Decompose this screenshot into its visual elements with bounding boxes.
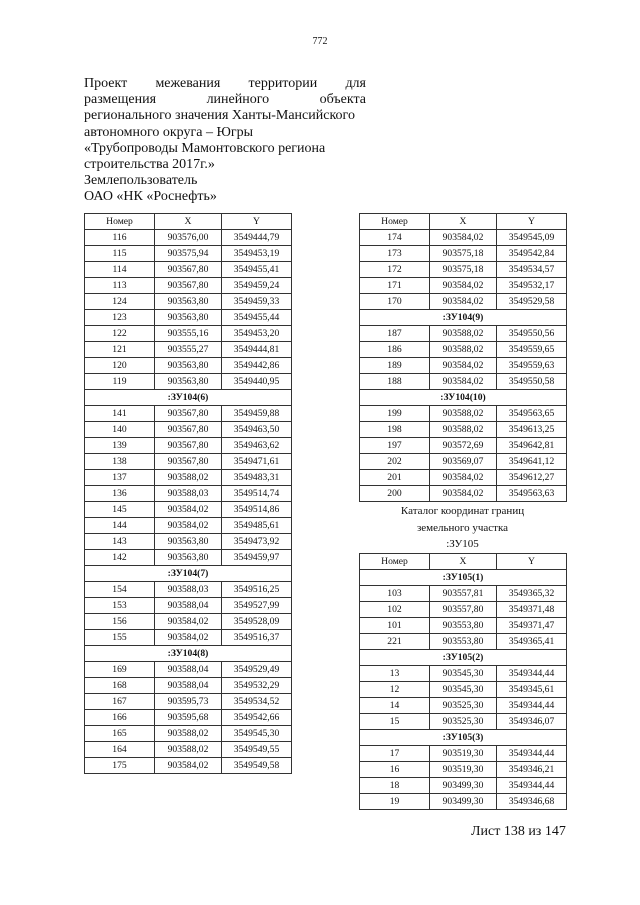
- x-coordinate: 903588,04: [155, 598, 222, 614]
- header-number: Номер: [85, 214, 155, 230]
- table-row: [360, 762, 567, 778]
- header-y: Y: [497, 554, 567, 570]
- point-number: 201: [360, 470, 430, 486]
- table-row: [360, 358, 567, 374]
- point-number: 15: [360, 714, 430, 730]
- table-row: [360, 666, 567, 682]
- x-coordinate: 903584,02: [155, 758, 222, 774]
- x-coordinate: 903588,02: [430, 406, 497, 422]
- point-number: 142: [85, 550, 155, 566]
- table-row: [85, 502, 292, 518]
- table-row: [360, 326, 567, 342]
- y-coordinate: 3549459,88: [222, 406, 292, 422]
- x-coordinate: 903519,30: [430, 746, 497, 762]
- point-number: 154: [85, 582, 155, 598]
- y-coordinate: 3549559,65: [497, 342, 567, 358]
- header-number: Номер: [360, 214, 430, 230]
- point-number: 139: [85, 438, 155, 454]
- catalog-caption-line-3: :ЗУ105: [446, 538, 479, 550]
- title-line-8: ОАО «НК «Роснефть»: [84, 189, 217, 205]
- y-coordinate: 3549563,65: [497, 406, 567, 422]
- table-row: [85, 726, 292, 742]
- y-coordinate: 3549642,81: [497, 438, 567, 454]
- point-number: 202: [360, 454, 430, 470]
- table-row: [85, 310, 292, 326]
- y-coordinate: 3549459,33: [222, 294, 292, 310]
- x-coordinate: 903557,81: [430, 586, 497, 602]
- group-row: [360, 650, 567, 666]
- point-number: 164: [85, 742, 155, 758]
- y-coordinate: 3549344,44: [497, 778, 567, 794]
- y-coordinate: 3549444,79: [222, 230, 292, 246]
- table-header-row: [85, 214, 292, 230]
- x-coordinate: 903569,07: [430, 454, 497, 470]
- point-number: 156: [85, 614, 155, 630]
- point-number: 174: [360, 230, 430, 246]
- table-row: [360, 698, 567, 714]
- x-coordinate: 903588,04: [155, 678, 222, 694]
- header-y: Y: [222, 214, 292, 230]
- table-row: [85, 742, 292, 758]
- x-coordinate: 903563,80: [155, 374, 222, 390]
- table-row: [85, 358, 292, 374]
- y-coordinate: 3549344,44: [497, 698, 567, 714]
- title-line-1: [84, 76, 366, 92]
- x-coordinate: 903545,30: [430, 682, 497, 698]
- x-coordinate: 903563,80: [155, 310, 222, 326]
- y-coordinate: 3549444,81: [222, 342, 292, 358]
- y-coordinate: 3549365,32: [497, 586, 567, 602]
- point-number: 14: [360, 698, 430, 714]
- group-row: [85, 390, 292, 406]
- point-number: 122: [85, 326, 155, 342]
- x-coordinate: 903584,02: [155, 630, 222, 646]
- y-coordinate: 3549346,07: [497, 714, 567, 730]
- point-number: 165: [85, 726, 155, 742]
- point-number: 189: [360, 358, 430, 374]
- point-number: 199: [360, 406, 430, 422]
- title-word: размещения: [84, 92, 157, 108]
- title-word: Проект: [84, 76, 128, 91]
- x-coordinate: 903584,02: [430, 486, 497, 502]
- table-row: [360, 374, 567, 390]
- y-coordinate: 3549542,66: [222, 710, 292, 726]
- y-coordinate: 3549613,25: [497, 422, 567, 438]
- point-number: 115: [85, 246, 155, 262]
- group-row: [360, 310, 567, 326]
- point-number: 140: [85, 422, 155, 438]
- y-coordinate: 3549346,68: [497, 794, 567, 810]
- x-coordinate: 903595,73: [155, 694, 222, 710]
- x-coordinate: 903584,02: [430, 278, 497, 294]
- x-coordinate: 903588,03: [155, 582, 222, 598]
- table-row: [360, 794, 567, 810]
- group-label: :ЗУ105(1): [360, 570, 567, 586]
- table-row: [85, 406, 292, 422]
- x-coordinate: 903555,27: [155, 342, 222, 358]
- y-coordinate: 3549459,97: [222, 550, 292, 566]
- table-row: [360, 406, 567, 422]
- x-coordinate: 903567,80: [155, 406, 222, 422]
- y-coordinate: 3549440,95: [222, 374, 292, 390]
- x-coordinate: 903588,02: [430, 326, 497, 342]
- point-number: 19: [360, 794, 430, 810]
- y-coordinate: 3549442,86: [222, 358, 292, 374]
- y-coordinate: 3549371,47: [497, 618, 567, 634]
- point-number: 173: [360, 246, 430, 262]
- point-number: 141: [85, 406, 155, 422]
- document-title: [84, 76, 366, 206]
- table-row: [85, 246, 292, 262]
- x-coordinate: 903567,80: [155, 262, 222, 278]
- point-number: 170: [360, 294, 430, 310]
- title-line-5: «Трубопроводы Мамонтовского региона: [84, 140, 326, 156]
- point-number: 168: [85, 678, 155, 694]
- x-coordinate: 903584,02: [155, 614, 222, 630]
- x-coordinate: 903563,80: [155, 358, 222, 374]
- y-coordinate: 3549459,24: [222, 278, 292, 294]
- point-number: 121: [85, 342, 155, 358]
- point-number: 187: [360, 326, 430, 342]
- table-row: [360, 470, 567, 486]
- x-coordinate: 903519,30: [430, 762, 497, 778]
- y-coordinate: 3549516,37: [222, 630, 292, 646]
- group-label: :ЗУ104(10): [360, 390, 567, 406]
- header-x: X: [430, 214, 497, 230]
- x-coordinate: 903525,30: [430, 698, 497, 714]
- point-number: 145: [85, 502, 155, 518]
- table-row: [360, 682, 567, 698]
- page-number: 772: [312, 36, 328, 47]
- y-coordinate: 3549514,74: [222, 486, 292, 502]
- point-number: 186: [360, 342, 430, 358]
- y-coordinate: 3549550,58: [497, 374, 567, 390]
- table-row: [85, 422, 292, 438]
- x-coordinate: 903499,30: [430, 794, 497, 810]
- point-number: 114: [85, 262, 155, 278]
- catalog-caption-line-2: земельного участка: [416, 521, 509, 534]
- point-number: 116: [85, 230, 155, 246]
- table-row: [360, 486, 567, 502]
- table-row: [85, 294, 292, 310]
- x-coordinate: 903584,02: [430, 230, 497, 246]
- header-number: Номер: [360, 554, 430, 570]
- point-number: 102: [360, 602, 430, 618]
- point-number: 138: [85, 454, 155, 470]
- point-number: 144: [85, 518, 155, 534]
- point-number: 136: [85, 486, 155, 502]
- x-coordinate: 903588,02: [155, 726, 222, 742]
- table-row: [85, 486, 292, 502]
- table-row: [360, 618, 567, 634]
- y-coordinate: 3549532,17: [497, 278, 567, 294]
- y-coordinate: 3549473,92: [222, 534, 292, 550]
- table-row: [360, 262, 567, 278]
- table-row: [85, 438, 292, 454]
- table-row: [360, 634, 567, 650]
- y-coordinate: 3549455,44: [222, 310, 292, 326]
- group-label: :ЗУ104(6): [85, 390, 292, 406]
- title-line-6: строительства 2017г.»: [84, 157, 215, 173]
- point-number: 119: [85, 374, 155, 390]
- table-row: [360, 230, 567, 246]
- title-line-2: [84, 92, 366, 108]
- x-coordinate: 903553,80: [430, 634, 497, 650]
- table-row: [85, 582, 292, 598]
- table-row: [85, 550, 292, 566]
- y-coordinate: 3549453,20: [222, 326, 292, 342]
- y-coordinate: 3549365,41: [497, 634, 567, 650]
- table-row: [360, 778, 567, 794]
- y-coordinate: 3549545,30: [222, 726, 292, 742]
- point-number: 169: [85, 662, 155, 678]
- table-row: [85, 710, 292, 726]
- table-row: [360, 714, 567, 730]
- coordinates-table-zu105: [359, 553, 567, 810]
- title-line-3: регионального значения Ханты-Мансийского: [84, 108, 355, 124]
- table-row: [85, 454, 292, 470]
- table-row: [360, 438, 567, 454]
- point-number: 221: [360, 634, 430, 650]
- table-row: [85, 630, 292, 646]
- x-coordinate: 903588,03: [155, 486, 222, 502]
- x-coordinate: 903595,68: [155, 710, 222, 726]
- point-number: 172: [360, 262, 430, 278]
- point-number: 124: [85, 294, 155, 310]
- y-coordinate: 3549344,44: [497, 666, 567, 682]
- table-header-row: [360, 554, 567, 570]
- table-row: [85, 694, 292, 710]
- y-coordinate: 3549641,12: [497, 454, 567, 470]
- group-row: [85, 646, 292, 662]
- point-number: 17: [360, 746, 430, 762]
- title-line-4: автономного округа – Югры: [84, 124, 253, 140]
- table-row: [85, 662, 292, 678]
- x-coordinate: 903576,00: [155, 230, 222, 246]
- table-row: [85, 614, 292, 630]
- table-row: [85, 326, 292, 342]
- group-row: [360, 570, 567, 586]
- y-coordinate: 3549529,49: [222, 662, 292, 678]
- group-row: [360, 390, 567, 406]
- header-x: X: [155, 214, 222, 230]
- x-coordinate: 903575,18: [430, 262, 497, 278]
- y-coordinate: 3549471,61: [222, 454, 292, 470]
- table-row: [85, 230, 292, 246]
- point-number: 12: [360, 682, 430, 698]
- y-coordinate: 3549545,09: [497, 230, 567, 246]
- x-coordinate: 903567,80: [155, 422, 222, 438]
- y-coordinate: 3549532,29: [222, 678, 292, 694]
- group-label: :ЗУ104(8): [85, 646, 292, 662]
- group-row: [85, 566, 292, 582]
- table-row: [360, 342, 567, 358]
- table-row: [85, 518, 292, 534]
- table-row: [85, 374, 292, 390]
- x-coordinate: 903588,04: [155, 662, 222, 678]
- catalog-caption-line-1: Каталог координат границ: [400, 505, 525, 517]
- x-coordinate: 903563,80: [155, 550, 222, 566]
- y-coordinate: 3549463,50: [222, 422, 292, 438]
- y-coordinate: 3549549,55: [222, 742, 292, 758]
- title-word: территории: [248, 76, 318, 91]
- x-coordinate: 903557,80: [430, 602, 497, 618]
- y-coordinate: 3549527,99: [222, 598, 292, 614]
- point-number: 137: [85, 470, 155, 486]
- table-row: [85, 470, 292, 486]
- coordinates-table-left: [84, 213, 292, 774]
- x-coordinate: 903555,16: [155, 326, 222, 342]
- coordinates-table-right-top: [359, 213, 567, 502]
- group-label: :ЗУ104(7): [85, 566, 292, 582]
- group-label: :ЗУ105(2): [360, 650, 567, 666]
- point-number: 155: [85, 630, 155, 646]
- x-coordinate: 903499,30: [430, 778, 497, 794]
- table-row: [360, 602, 567, 618]
- point-number: 153: [85, 598, 155, 614]
- y-coordinate: 3549346,21: [497, 762, 567, 778]
- point-number: 197: [360, 438, 430, 454]
- group-label: :ЗУ105(3): [360, 730, 567, 746]
- x-coordinate: 903584,02: [155, 518, 222, 534]
- point-number: 120: [85, 358, 155, 374]
- x-coordinate: 903567,80: [155, 438, 222, 454]
- title-word: для: [345, 76, 366, 91]
- table-row: [85, 262, 292, 278]
- point-number: 13: [360, 666, 430, 682]
- title-word: линейного: [206, 92, 270, 108]
- title-line-7: Землепользователь: [84, 173, 198, 189]
- y-coordinate: 3549549,58: [222, 758, 292, 774]
- table-row: [85, 278, 292, 294]
- x-coordinate: 903525,30: [430, 714, 497, 730]
- y-coordinate: 3549371,48: [497, 602, 567, 618]
- y-coordinate: 3549534,57: [497, 262, 567, 278]
- table-row: [360, 294, 567, 310]
- point-number: 18: [360, 778, 430, 794]
- y-coordinate: 3549516,25: [222, 582, 292, 598]
- x-coordinate: 903575,94: [155, 246, 222, 262]
- catalog-caption: [359, 503, 566, 553]
- point-number: 188: [360, 374, 430, 390]
- y-coordinate: 3549563,63: [497, 486, 567, 502]
- group-row: [360, 730, 567, 746]
- point-number: 167: [85, 694, 155, 710]
- table-row: [360, 422, 567, 438]
- table-row: [360, 278, 567, 294]
- y-coordinate: 3549463,62: [222, 438, 292, 454]
- x-coordinate: 903584,02: [430, 294, 497, 310]
- point-number: 103: [360, 586, 430, 602]
- x-coordinate: 903567,80: [155, 278, 222, 294]
- header-y: Y: [497, 214, 567, 230]
- y-coordinate: 3549542,84: [497, 246, 567, 262]
- table-row: [360, 746, 567, 762]
- x-coordinate: 903584,02: [430, 374, 497, 390]
- title-word: межевания: [155, 76, 221, 91]
- x-coordinate: 903567,80: [155, 454, 222, 470]
- sheet-counter: Лист 138 из 147: [471, 824, 566, 839]
- table-row: [85, 758, 292, 774]
- table-header-row: [360, 214, 567, 230]
- y-coordinate: 3549485,61: [222, 518, 292, 534]
- table-row: [85, 598, 292, 614]
- y-coordinate: 3549529,58: [497, 294, 567, 310]
- table-row: [360, 586, 567, 602]
- x-coordinate: 903588,02: [430, 342, 497, 358]
- point-number: 171: [360, 278, 430, 294]
- x-coordinate: 903584,02: [430, 358, 497, 374]
- y-coordinate: 3549612,27: [497, 470, 567, 486]
- x-coordinate: 903588,02: [155, 742, 222, 758]
- y-coordinate: 3549345,61: [497, 682, 567, 698]
- y-coordinate: 3549483,31: [222, 470, 292, 486]
- y-coordinate: 3549514,86: [222, 502, 292, 518]
- x-coordinate: 903545,30: [430, 666, 497, 682]
- point-number: 123: [85, 310, 155, 326]
- x-coordinate: 903588,02: [430, 422, 497, 438]
- table-row: [360, 454, 567, 470]
- x-coordinate: 903584,02: [430, 470, 497, 486]
- point-number: 166: [85, 710, 155, 726]
- header-x: X: [430, 554, 497, 570]
- point-number: 200: [360, 486, 430, 502]
- point-number: 198: [360, 422, 430, 438]
- y-coordinate: 3549559,63: [497, 358, 567, 374]
- y-coordinate: 3549528,09: [222, 614, 292, 630]
- y-coordinate: 3549455,41: [222, 262, 292, 278]
- y-coordinate: 3549453,19: [222, 246, 292, 262]
- x-coordinate: 903572,69: [430, 438, 497, 454]
- y-coordinate: 3549534,52: [222, 694, 292, 710]
- point-number: 113: [85, 278, 155, 294]
- table-row: [85, 678, 292, 694]
- table-row: [85, 342, 292, 358]
- point-number: 101: [360, 618, 430, 634]
- x-coordinate: 903588,02: [155, 470, 222, 486]
- y-coordinate: 3549550,56: [497, 326, 567, 342]
- x-coordinate: 903563,80: [155, 534, 222, 550]
- y-coordinate: 3549344,44: [497, 746, 567, 762]
- table-row: [360, 246, 567, 262]
- group-label: :ЗУ104(9): [360, 310, 567, 326]
- x-coordinate: 903563,80: [155, 294, 222, 310]
- point-number: 175: [85, 758, 155, 774]
- x-coordinate: 903584,02: [155, 502, 222, 518]
- point-number: 16: [360, 762, 430, 778]
- point-number: 143: [85, 534, 155, 550]
- x-coordinate: 903553,80: [430, 618, 497, 634]
- title-word: объекта: [319, 92, 366, 108]
- x-coordinate: 903575,18: [430, 246, 497, 262]
- table-row: [85, 534, 292, 550]
